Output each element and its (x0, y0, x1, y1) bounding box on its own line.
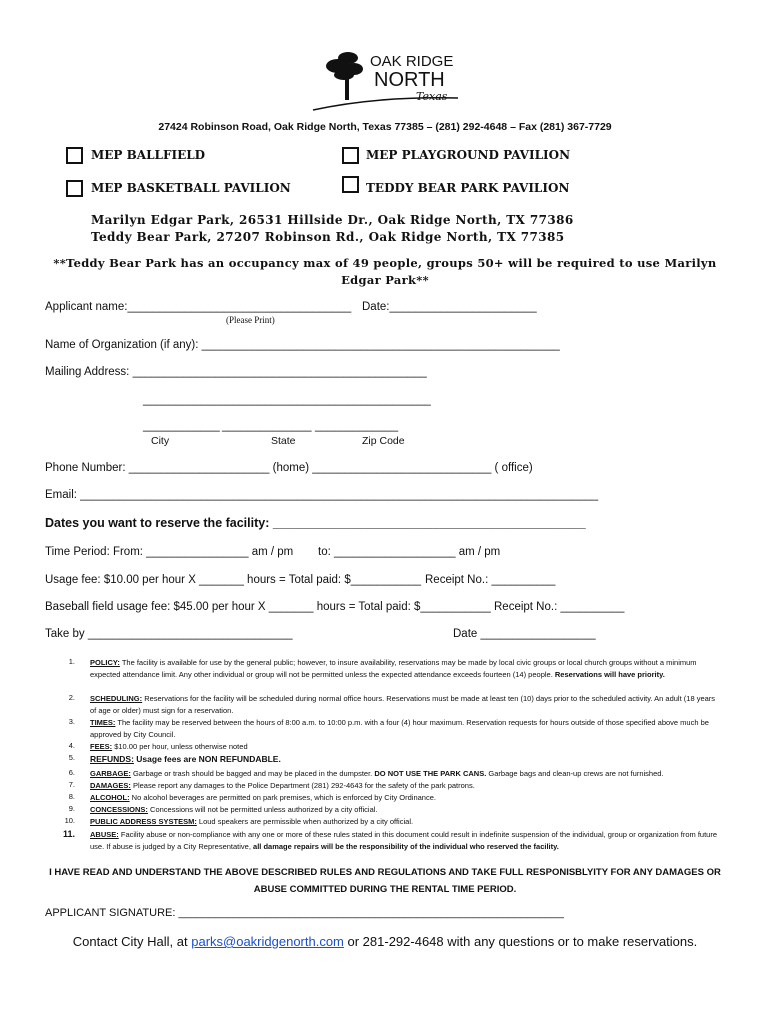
time-period-from-field[interactable]: Time Period: From: ________________ am / pm (45, 546, 294, 558)
rule-text: The facility is available for use by the general public; however, to insure availability, reservations may be made by local civic groups or local church groups without a minimum expected attendance limit. Any other individual or group will not be permitted unless the expected attendance exceeds fourteen (14) people. (90, 658, 697, 679)
rule-text: No alcohol beverages are permitted on park premises, which is enforced by City Ordinance. (131, 793, 436, 802)
rule-garbage (90, 768, 730, 780)
rule-bold-text: all damage repairs will be the responsibility of the individual who reserved the facility. (253, 842, 559, 851)
rule-text: The facility may be reserved between the hours of 8:00 a.m. to 10:00 p.m. with a four (4) hour maximum. Reservation requests for hours outside of those specified above much be approved by City Council. (90, 718, 709, 739)
zip-label: Zip Code (362, 435, 405, 447)
logo-text-north: NORTH (374, 69, 445, 91)
rule-number: 5. (68, 753, 75, 762)
rule-text: Loud speakers are permissible when authorized by a city official. (198, 817, 414, 826)
logo-text-oak-ridge: OAK RIDGE (370, 53, 454, 70)
mailing-address-line2[interactable]: _____________________________________________ (143, 394, 431, 406)
take-by-field[interactable]: Take by ________________________________ (45, 628, 293, 640)
rule-text: Reservations for the facility will be scheduled during normal office hours. Reservations must be made at least ten (10) days prior to the scheduled activity. An adult (18 years of age or older) must sign for a reservation. (90, 694, 716, 715)
rule-text: Garbage or trash should be bagged and may be placed in the dumpster. (132, 769, 373, 778)
rule-text: Facility abuse or non-compliance with any one or more of these rules stated in this document could result in indefinite suspension of the individual, group or organization from future use. If abuse is judged by a City Representative, (90, 830, 718, 851)
state-label: State (271, 435, 296, 447)
rule-number: 8. (68, 792, 75, 801)
rule-title: PUBLIC ADDRESS SYSTESM: (90, 817, 197, 826)
rule-title: ABUSE: (90, 830, 119, 839)
label-mep-playground-pavilion: MEP PLAYGROUND PAVILION (366, 148, 571, 162)
label-teddy-bear-park-pavilion: TEDDY BEAR PARK PAVILION (366, 181, 570, 195)
park-address-teddy-bear: Teddy Bear Park, 27207 Robinson Rd., Oak Ridge North, TX 77385 (91, 230, 565, 244)
rule-title: CONCESSIONS: (90, 805, 148, 814)
city-logo (308, 44, 468, 114)
rule-number: 4. (68, 741, 75, 750)
baseball-receipt-number-field[interactable]: Receipt No.: __________ (494, 601, 625, 613)
please-print-hint: (Please Print) (226, 315, 275, 325)
rule-bold-text: DO NOT USE THE PARK CANS. (374, 769, 487, 778)
rule-scheduling (90, 693, 720, 717)
rule-policy (90, 657, 720, 681)
rule-text: $10.00 per hour, unless otherwise noted (114, 742, 248, 751)
rule-bold-text: Reservations will have priority. (554, 670, 665, 679)
rule-number: 10. (64, 816, 75, 825)
declaration-statement: I HAVE READ AND UNDERSTAND THE ABOVE DESCRIBED RULES AND REGULATIONS AND TAKE FULL RESPONISBLYITY FOR ANY DAMAGES OR ABUSE COMMITTED DURING THE RENTAL TIME PERIOD. (49, 867, 721, 895)
rule-number: 9. (68, 804, 75, 813)
city-field[interactable]: ____________ (143, 420, 220, 432)
email-field[interactable]: Email: _________________________________________________________________________________ (45, 489, 599, 501)
state-field[interactable]: ______________ (222, 420, 312, 432)
checkbox-teddy-bear-park-pavilion[interactable] (342, 176, 359, 193)
rule-title: POLICY: (90, 658, 120, 667)
date-field[interactable]: Date:_______________________ (362, 301, 537, 313)
rule-text: Please report any damages to the Police Department (281) 292-4643 for the safety of the park patrons. (132, 781, 475, 790)
rule-title: TIMES: (90, 718, 116, 727)
reservation-dates-heading[interactable]: Dates you want to reserve the facility: _____________________________________________ (45, 516, 586, 530)
rule-fees (90, 741, 720, 753)
rule-concessions (90, 804, 720, 816)
rule-title: REFUNDS: (90, 754, 134, 764)
rule-title: GARBAGE: (90, 769, 131, 778)
rule-number: 6. (68, 768, 75, 777)
applicant-signature-field[interactable]: APPLICANT SIGNATURE: _______________________________________________________________ (45, 907, 564, 919)
mailing-address-field[interactable]: Mailing Address: ______________________________________________ (45, 366, 427, 378)
rule-title: DAMAGES: (90, 781, 131, 790)
checkbox-mep-playground-pavilion[interactable] (342, 147, 359, 164)
checkbox-mep-ballfield[interactable] (66, 147, 83, 164)
time-period-to-field[interactable]: to: ___________________ am / pm (318, 546, 501, 558)
tree-logo-icon (308, 44, 468, 114)
phone-number-field[interactable]: Phone Number: ______________________ (home) ____________________________ ( office) (45, 462, 533, 474)
usage-fee-field[interactable]: Usage fee: $10.00 per hour X _______ hours = Total paid: $___________ (45, 574, 422, 586)
contact-text-before: Contact City Hall, at (72, 934, 192, 949)
applicant-name-field[interactable]: Applicant name:___________________________________ (45, 301, 352, 313)
rule-title: ALCOHOL: (90, 793, 130, 802)
logo-text-texas: Texas (416, 90, 448, 103)
rule-text: Concessions will not be permitted unless authorized by a city official. (150, 805, 378, 814)
city-label: City (151, 435, 170, 447)
checkbox-mep-basketball-pavilion[interactable] (66, 180, 83, 197)
rule-text: Usage fees are NON REFUNDABLE. (136, 754, 281, 764)
receipt-number-field[interactable]: Receipt No.: __________ (425, 574, 556, 586)
label-mep-basketball-pavilion: MEP BASKETBALL PAVILION (91, 181, 291, 195)
rule-title: SCHEDULING: (90, 694, 143, 703)
rule-times (90, 717, 720, 741)
contact-email-link[interactable]: parks@oakridgenorth.com (191, 934, 344, 949)
label-mep-ballfield: MEP BALLFIELD (91, 148, 206, 162)
contact-line (0, 934, 770, 949)
rule-public-address (90, 816, 720, 828)
city-address: 27424 Robinson Road, Oak Ridge North, Texas 77385 – (281) 292-4648 – Fax (281) 367-7729 (158, 121, 612, 133)
rule-refunds (90, 753, 720, 765)
rule-number: 11. (62, 829, 75, 839)
rule-abuse (90, 829, 725, 853)
contact-text-after: or 281-292-4648 with any questions or to make reservations. (343, 934, 698, 949)
rule-damages (90, 780, 720, 792)
park-address-marilyn-edgar: Marilyn Edgar Park, 26531 Hillside Dr., Oak Ridge North, TX 77386 (91, 213, 574, 227)
rule-number: 2. (68, 693, 75, 702)
rule-alcohol (90, 792, 720, 804)
rule-number: 3. (68, 717, 75, 726)
rule-after-text: Garbage bags and clean-up crews are not furnished. (488, 769, 664, 778)
occupancy-note: **Teddy Bear Park has an occupancy max of 49 people, groups 50+ will be required to use Marilyn Edgar Park** (53, 256, 717, 287)
rule-number: 1. (68, 657, 75, 666)
baseball-fee-field[interactable]: Baseball field usage fee: $45.00 per hour X _______ hours = Total paid: $___________ (45, 601, 491, 613)
rule-number: 7. (68, 780, 75, 789)
organization-field[interactable]: Name of Organization (if any): ________________________________________________________ (45, 339, 560, 351)
zip-field[interactable]: _____________ (315, 420, 399, 432)
take-by-date-field[interactable]: Date __________________ (453, 628, 596, 640)
rule-title: FEES: (90, 742, 113, 751)
